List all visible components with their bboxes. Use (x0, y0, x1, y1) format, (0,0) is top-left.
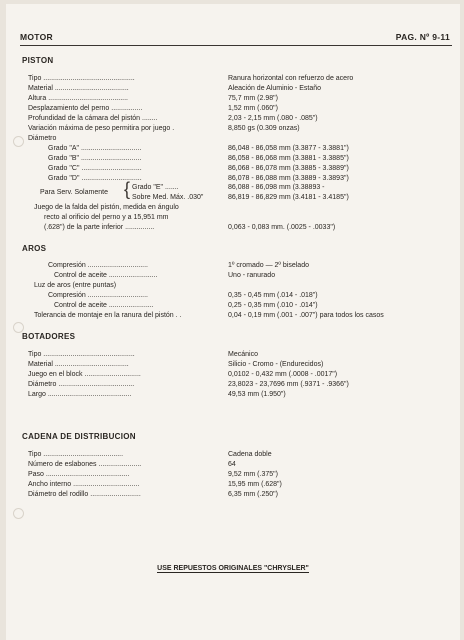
manual-page (6, 4, 460, 640)
spec-row-altura: Altura ......................................... 75,7 mm (2.98") (28, 95, 278, 102)
juego-value-row: 0,063 - 0,083 mm. (.0025 - .0033") (228, 224, 336, 231)
grado-e-value: 86,088 - 86,098 mm (3.38893 - (228, 184, 325, 191)
spec-row-cad-ancho: Ancho interno .................................. 15,95 mm (.628") (28, 481, 282, 488)
spec-row-grado-c: Grado "C" ............................... 86,068 - 86,078 mm (3.3885 - 3.3889") (48, 165, 349, 172)
page-number: PAG. Nº 9-11 (395, 32, 450, 42)
spec-row-profundidad: Profundidad de la cámara del pistón ........ 2,03 - 2,15 mm (.080 - .085") (28, 115, 318, 122)
spec-row-tipo: Tipo ............................................... Ranura horizontal con refuerzo de acero (28, 75, 354, 82)
footer-note (6, 565, 460, 572)
spec-row-diametro: Diámetro (28, 135, 57, 142)
section-header: MOTOR (20, 32, 53, 42)
spec-row-cad-tipo: Tipo ......................................... Cadena doble (28, 451, 272, 458)
spec-row-luz-compresion: Compresión ............................... 0,35 - 0,45 mm (.014 - .018") (48, 292, 318, 299)
spec-row-cad-diametro: Diámetro del rodillo .......................... 6,35 mm (.250") (28, 491, 278, 498)
sobre-med-value: 86,819 - 86,829 mm (3.4181 - 3.4185") (228, 194, 349, 201)
spec-row-bot-tipo: Tipo ............................................... Mecánico (28, 351, 258, 358)
spec-row-material: Material ...................................... Aleación de Aluminio - Estaño (28, 85, 321, 92)
spec-row-luz-control: Control de aceite ....................... 0,25 - 0,35 mm (.010 - .014") (54, 302, 318, 309)
spec-row-bot-diametro: Diámetro ....................................... 23,8023 - 23,7696 mm (.9371 - .9366") (28, 381, 349, 388)
spec-row-bot-material: Material ...................................... Silicio - Cromo - (Endurecidos) (28, 361, 324, 368)
botadores-title: BOTADORES (22, 332, 76, 341)
piston-title: PISTON (22, 56, 54, 65)
spec-row-desplazamiento: Desplazamiento del perno ................ 1,52 mm (.060") (28, 105, 278, 112)
spec-row-cad-eslabones: Número de eslabones ...................... 64 (28, 461, 236, 468)
header-rule (20, 45, 452, 46)
spec-row-grado-a: Grado "A" ............................... 86,048 - 86,058 mm (3.3877 - 3.3881") (48, 145, 349, 152)
spec-row-cad-paso: Paso ........................................... 9,52 mm (.375") (28, 471, 278, 478)
binder-hole (13, 508, 24, 519)
service-only-label: Para Serv. Solamente (40, 189, 108, 196)
bracket-brace: { (124, 179, 131, 199)
spec-row-tolerancia: Tolerancia de montaje en la ranura del pistón . . 0,04 - 0,19 mm (.001 - .007") para todos los casos (34, 312, 384, 319)
spec-row-variacion: Variación máxima de peso permitira por juego . 8,850 gs (0.309 onzas) (28, 125, 300, 132)
sobre-med-label: Sobre Med. Máx. .030" (132, 194, 204, 201)
binder-hole (13, 136, 24, 147)
spec-row-bot-largo: Largo ........................................... 49,53 mm (1.950") (28, 391, 286, 398)
juego-line-2: recto al orificio del perno y a 15,951 mm (44, 214, 169, 221)
spec-row-compresion: Compresión ............................... 1º cromado — 2º biselado (48, 262, 309, 269)
spec-row-grado-b: Grado "B" ............................... 86,058 - 86,068 mm (3.3881 - 3.3885") (48, 155, 349, 162)
aros-title: AROS (22, 244, 47, 253)
juego-line-3: (.628") de la parte inferior ............... (44, 224, 155, 231)
spec-row-bot-juego: Juego en el block ............................. 0,0102 - 0,432 mm (.0008 - .0017") (28, 371, 338, 378)
spec-row-luz: Luz de aros (entre puntas) (34, 282, 117, 289)
juego-line-1: Juego de la falda del pistón, medida en ángulo (34, 204, 179, 211)
footer-text: USE REPUESTOS ORIGINALES "CHRYSLER" (157, 565, 309, 572)
grado-e-label: Grado "E" ....... (132, 184, 179, 191)
spec-row-control: Control de aceite ......................... Uno - ranurado (54, 272, 276, 279)
spec-row-grado-d: Grado "D" ............................... 86,078 - 86,088 mm (3.3889 - 3.3893") (48, 175, 349, 182)
cadena-title: CADENA DE DISTRIBUCION (22, 432, 136, 441)
